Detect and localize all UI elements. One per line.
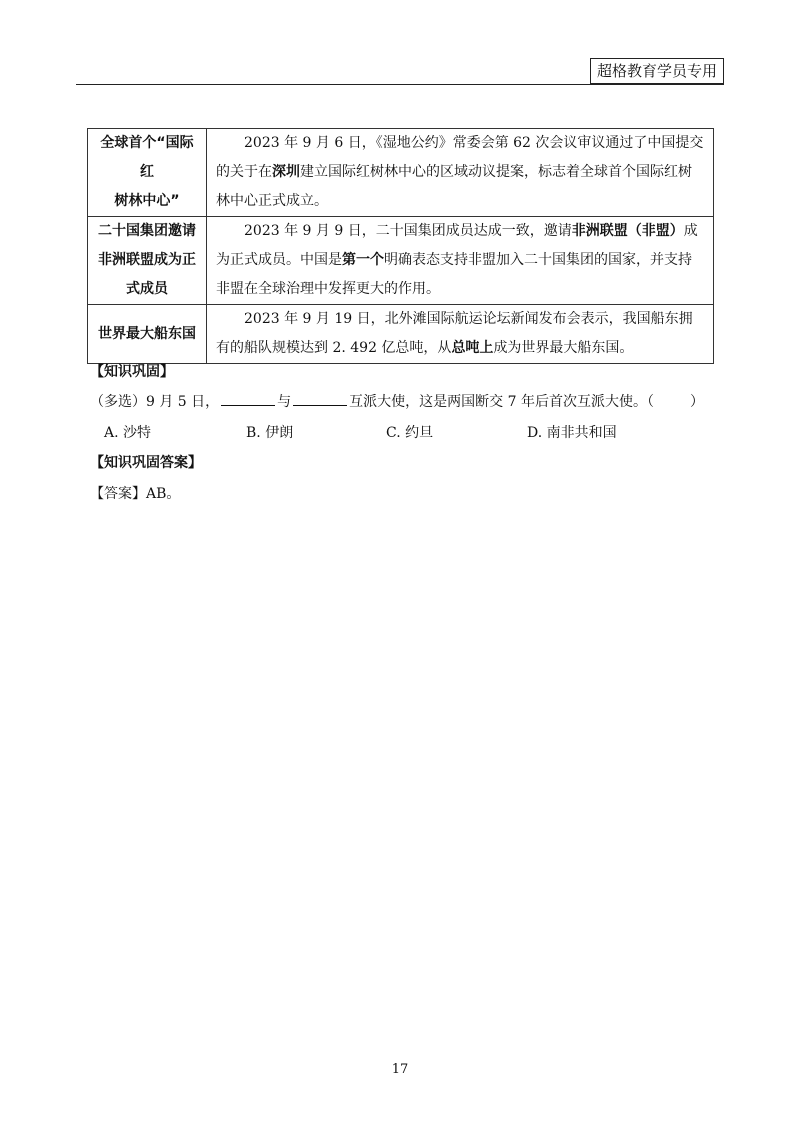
event-row bbox=[88, 217, 714, 305]
description-text: 成为正式成员。中国是 bbox=[216, 223, 698, 268]
question-suffix: 互派大使，这是两国断交 7 年后首次互派大使。（ bbox=[349, 394, 654, 410]
event-title bbox=[88, 217, 207, 305]
event-title bbox=[88, 305, 207, 364]
highlight-keyword: 第一个 bbox=[342, 252, 384, 268]
description-text: 2023 年 9 月 19 日，北外滩国际航运论坛新闻发布会表示，我国船东拥有的船队规模达到 2. 492 亿总吨，从 bbox=[216, 311, 693, 356]
event-title-line: 二十国集团邀请 bbox=[98, 223, 196, 239]
option-c: C. 约旦 bbox=[386, 425, 434, 441]
event-description bbox=[207, 305, 714, 364]
option-d: D. 南非共和国 bbox=[527, 425, 617, 441]
events-table-body bbox=[88, 129, 714, 364]
event-title-line: 全球首个“国际红 bbox=[100, 135, 194, 180]
option-b: B. 伊朗 bbox=[246, 425, 294, 441]
event-description bbox=[207, 129, 714, 217]
event-title-line: 式成员 bbox=[126, 281, 168, 297]
answer-text: 【答案】AB。 bbox=[90, 486, 181, 502]
description-text: 2023 年 9 月 6 日，《湿地公约》常委会第 62 次会议审议通过了中国提交的关于在 bbox=[216, 135, 704, 180]
header-divider bbox=[76, 84, 724, 85]
description-text: 明确表态支持非盟加入二十国集团的国家，并支持非盟在全球治理中发挥更大的作用。 bbox=[216, 252, 692, 297]
description-text: 建立国际红树林中心的区域动议提案，标志着全球首个国际红树林中心正式成立。 bbox=[216, 164, 692, 209]
event-row bbox=[88, 305, 714, 364]
question-close: ） bbox=[689, 394, 704, 410]
question-prefix: （多选）9 月 5 日， bbox=[90, 394, 220, 410]
quiz-question bbox=[90, 391, 704, 413]
highlight-keyword: 深圳 bbox=[272, 164, 300, 180]
header-tag: 超格教育学员专用 bbox=[590, 58, 724, 84]
events-table bbox=[87, 128, 714, 364]
quiz-heading: 【知识巩固】 bbox=[90, 364, 174, 380]
event-title-line: 树林中心” bbox=[114, 193, 180, 209]
answer-blank-1 bbox=[221, 391, 275, 406]
answer-heading: 【知识巩固答案】 bbox=[90, 455, 202, 471]
highlight-keyword: 非洲联盟（非盟） bbox=[571, 223, 684, 239]
description-text: 成为世界最大船东国。 bbox=[493, 340, 634, 356]
option-a: A. 沙特 bbox=[104, 425, 152, 441]
event-title bbox=[88, 129, 207, 217]
event-title-line: 非洲联盟成为正 bbox=[98, 252, 196, 268]
answer-blank-2 bbox=[293, 391, 347, 406]
event-description bbox=[207, 217, 714, 305]
description-text: 2023 年 9 月 9 日，二十国集团成员达成一致，邀请 bbox=[244, 223, 572, 239]
event-row bbox=[88, 129, 714, 217]
page-number: 17 bbox=[391, 1062, 409, 1077]
event-title-line: 世界最大船东国 bbox=[98, 325, 196, 342]
highlight-keyword: 总吨上 bbox=[451, 340, 494, 356]
question-mid: 与 bbox=[277, 394, 292, 410]
